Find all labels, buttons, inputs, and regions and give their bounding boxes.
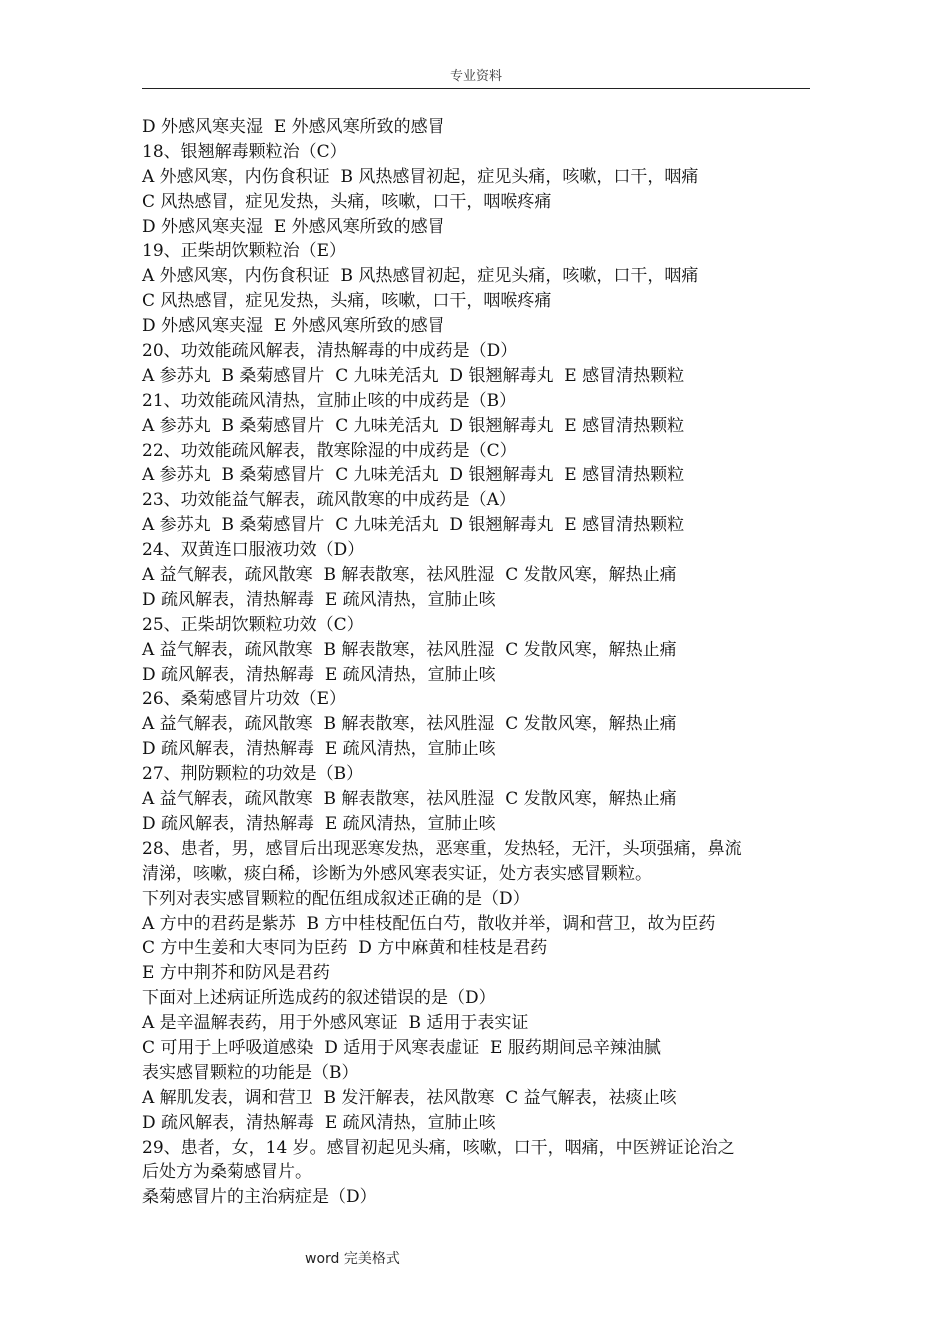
header-title: 专业资料 bbox=[449, 69, 502, 84]
page-footer: word 完美格式 bbox=[305, 1251, 400, 1267]
text-line: A 外感风寒，内伤食积证 B 风热感冒初起，症见头痛，咳嗽，口干，咽痛 bbox=[142, 166, 699, 187]
text-line: 26、桑菊感冒片功效（E） bbox=[142, 689, 347, 710]
text-line: D 疏风解表，清热解毒 E 疏风清热，宣肺止咳 bbox=[142, 739, 496, 760]
text-line: C 方中生姜和大枣同为臣药 D 方中麻黄和桂枝是君药 bbox=[142, 938, 548, 959]
text-line: 19、正柴胡饮颗粒治（E） bbox=[142, 241, 347, 262]
text-line: 桑菊感冒片的主治病症是（D） bbox=[142, 1187, 377, 1208]
text-line: A 参苏丸 B 桑菊感冒片 C 九味羌活丸 D 银翘解毒丸 E 感冒清热颗粒 bbox=[142, 365, 685, 386]
text-line: A 益气解表，疏风散寒 B 解表散寒，祛风胜湿 C 发散风寒，解热止痛 bbox=[142, 639, 677, 660]
text-line: 23、功效能益气解表，疏风散寒的中成药是（A） bbox=[142, 490, 516, 511]
text-line: 25、正柴胡饮颗粒功效（C） bbox=[142, 614, 364, 635]
text-line: 下列对表实感冒颗粒的配伍组成叙述正确的是（D） bbox=[142, 888, 530, 909]
text-line: 后处方为桑菊感冒片。 bbox=[142, 1162, 312, 1183]
text-line: 28、患者，男，感冒后出现恶寒发热，恶寒重，发热轻，无汗，头项强痛，鼻流 bbox=[142, 838, 742, 859]
text-line: A 参苏丸 B 桑菊感冒片 C 九味羌活丸 D 银翘解毒丸 E 感冒清热颗粒 bbox=[142, 515, 685, 536]
page-header bbox=[142, 68, 810, 89]
text-line: A 是辛温解表药，用于外感风寒证 B 适用于表实证 bbox=[142, 1013, 529, 1034]
text-line: D 外感风寒夹湿 E 外感风寒所致的感冒 bbox=[142, 316, 445, 337]
text-line: D 疏风解表，清热解毒 E 疏风清热，宣肺止咳 bbox=[142, 589, 496, 610]
text-line: 清涕，咳嗽，痰白稀，诊断为外感风寒表实证，处方表实感冒颗粒。 bbox=[142, 863, 652, 884]
text-line: A 益气解表，疏风散寒 B 解表散寒，祛风胜湿 C 发散风寒，解热止痛 bbox=[142, 789, 677, 810]
text-line: D 疏风解表，清热解毒 E 疏风清热，宣肺止咳 bbox=[142, 1112, 496, 1133]
text-line: C 风热感冒，症见发热，头痛，咳嗽，口干，咽喉疼痛 bbox=[142, 191, 552, 212]
text-line: D 外感风寒夹湿 E 外感风寒所致的感冒 bbox=[142, 117, 445, 137]
text-line: C 可用于上呼吸道感染 D 适用于风寒表虚证 E 服药期间忌辛辣油腻 bbox=[142, 1037, 661, 1058]
text-line: A 方中的君药是紫苏 B 方中桂枝配伍白芍，散收并举，调和营卫，故为臣药 bbox=[142, 913, 716, 934]
text-line: 27、荆防颗粒的功效是（B） bbox=[142, 764, 364, 785]
text-line: A 外感风寒，内伤食积证 B 风热感冒初起，症见头痛，咳嗽，口干，咽痛 bbox=[142, 266, 699, 287]
text-line: 22、功效能疏风解表，散寒除湿的中成药是（C） bbox=[142, 440, 517, 461]
text-line: D 疏风解表，清热解毒 E 疏风清热，宣肺止咳 bbox=[142, 664, 496, 685]
text-line: A 益气解表，疏风散寒 B 解表散寒，祛风胜湿 C 发散风寒，解热止痛 bbox=[142, 714, 677, 735]
text-line: D 疏风解表，清热解毒 E 疏风清热，宣肺止咳 bbox=[142, 813, 496, 834]
text-line: 20、功效能疏风解表，清热解毒的中成药是（D） bbox=[142, 341, 518, 362]
text-line: 21、功效能疏风清热，宣肺止咳的中成药是（B） bbox=[142, 390, 517, 411]
text-line: D 外感风寒夹湿 E 外感风寒所致的感冒 bbox=[142, 216, 445, 237]
document-body bbox=[142, 115, 812, 1210]
text-line: A 益气解表，疏风散寒 B 解表散寒，祛风胜湿 C 发散风寒，解热止痛 bbox=[142, 565, 677, 586]
text-line: 下面对上述病证所选成药的叙述错误的是（D） bbox=[142, 988, 496, 1009]
text-line: E 方中荆芥和防风是君药 bbox=[142, 963, 330, 984]
text-line: 29、患者，女，14 岁。感冒初起见头痛，咳嗽，口干，咽痛，中医辨证论治之 bbox=[142, 1137, 735, 1158]
text-line: A 解肌发表，调和营卫 B 发汗解表，祛风散寒 C 益气解表，祛痰止咳 bbox=[142, 1087, 677, 1108]
text-line: 18、银翘解毒颗粒治（C） bbox=[142, 141, 347, 162]
text-line: 24、双黄连口服液功效（D） bbox=[142, 540, 365, 561]
text-line: A 参苏丸 B 桑菊感冒片 C 九味羌活丸 D 银翘解毒丸 E 感冒清热颗粒 bbox=[142, 415, 685, 436]
text-line: A 参苏丸 B 桑菊感冒片 C 九味羌活丸 D 银翘解毒丸 E 感冒清热颗粒 bbox=[142, 465, 685, 486]
text-line: 表实感冒颗粒的功能是（B） bbox=[142, 1062, 359, 1083]
text-line: C 风热感冒，症见发热，头痛，咳嗽，口干，咽喉疼痛 bbox=[142, 291, 552, 312]
